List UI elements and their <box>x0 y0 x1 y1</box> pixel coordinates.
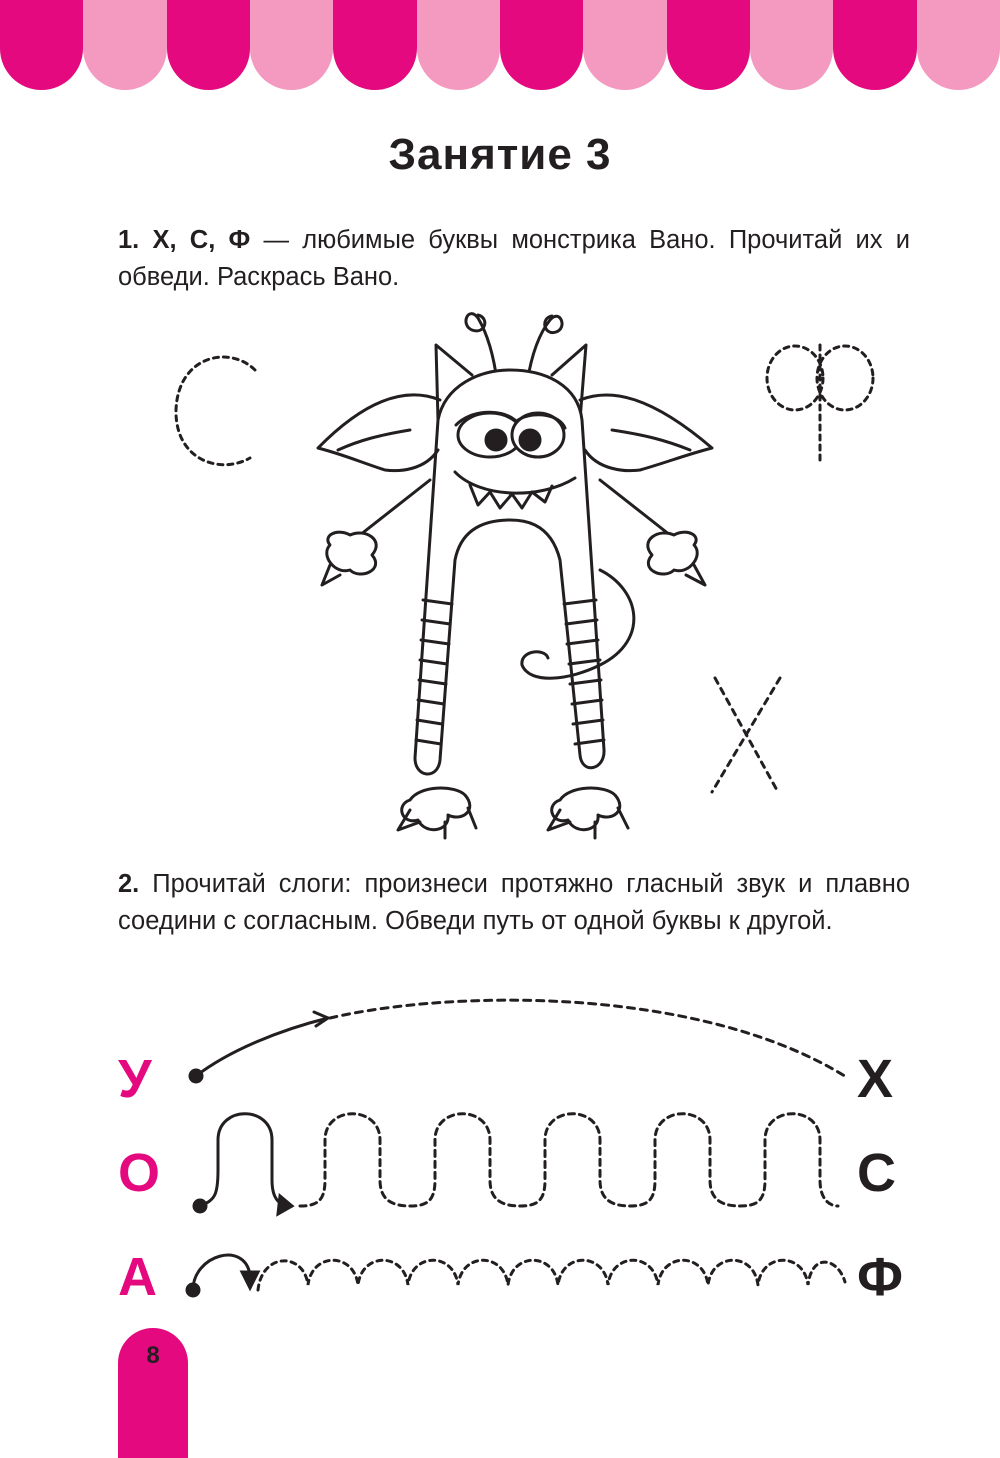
task-2-body: Прочитай слоги: произнеси протяжно гласный звук и плавно соедини с согласным. Обведи путь от одной буквы к другой. <box>118 870 910 935</box>
path-row-2[interactable] <box>194 1114 838 1214</box>
task-1-body: — любимые буквы монстрика Вано. Прочитай их и обведи. Раскрась Вано. <box>118 226 910 291</box>
vowel-o: О <box>118 1143 161 1203</box>
task-2-text <box>118 866 910 940</box>
traced-letter-s[interactable] <box>0 0 255 465</box>
path-row-3[interactable] <box>187 1255 845 1296</box>
consonant-s: С <box>857 1143 896 1203</box>
lesson-title: Занятие 3 <box>388 130 612 179</box>
traced-letter-h[interactable] <box>0 0 780 792</box>
page-number-tab <box>118 1328 188 1458</box>
task-2-number: 2. <box>118 870 140 898</box>
page-number: 8 <box>146 1342 160 1369</box>
vowel-u: У <box>118 1049 152 1109</box>
consonant-f: Ф <box>857 1247 904 1307</box>
vowel-a: А <box>118 1247 157 1307</box>
task-1-number: 1. <box>118 226 140 254</box>
consonant-h: Х <box>857 1049 894 1109</box>
task-1-letters: Х, С, Ф <box>152 226 251 254</box>
path-row-1[interactable] <box>190 1000 848 1082</box>
monster-vano-illustration[interactable] <box>318 314 712 838</box>
